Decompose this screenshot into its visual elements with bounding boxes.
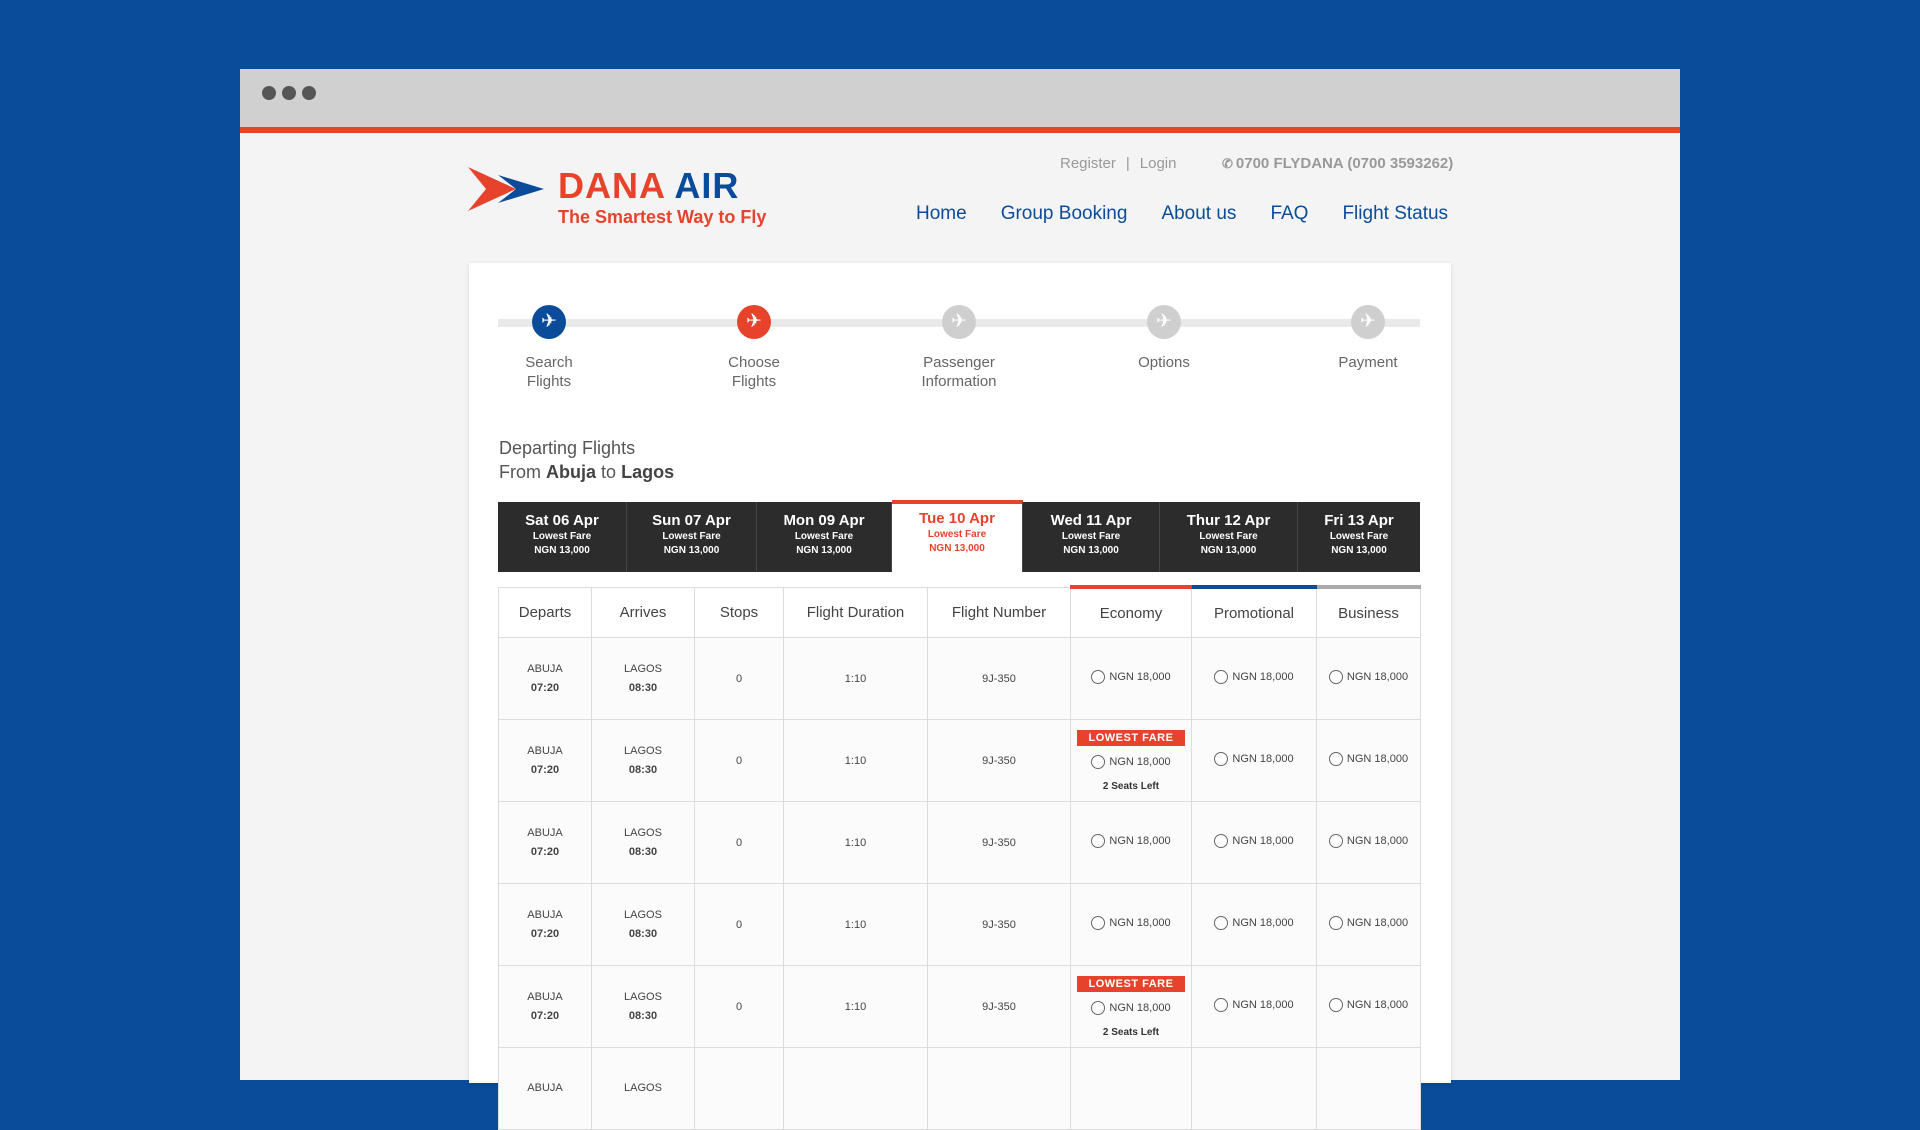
radio-button[interactable] [1329, 916, 1343, 930]
plane-icon: ✈ [942, 305, 976, 339]
radio-button[interactable] [1091, 755, 1105, 769]
arrival-time: 08:30 [628, 681, 658, 694]
flight-number-cell: 9J-350 [928, 884, 1071, 966]
nav-flight-status[interactable]: Flight Status [1342, 203, 1449, 224]
departing-title: Departing Flights [499, 438, 636, 458]
fare-price: NGN 18,000 [1232, 753, 1294, 765]
arrives-cell [592, 802, 695, 884]
stops-cell: 0 [695, 884, 784, 966]
economy-fare-option[interactable] [1091, 916, 1170, 930]
economy-cell [1071, 966, 1192, 1048]
business-cell [1317, 802, 1421, 884]
promotional-cell [1192, 966, 1317, 1048]
promotional-fare-option[interactable] [1214, 916, 1293, 930]
table-row [499, 638, 1421, 720]
departure-city: ABUJA [527, 662, 563, 675]
step-label: Search Flights [525, 354, 573, 390]
step-options[interactable] [1084, 305, 1244, 372]
departs-cell [499, 966, 592, 1048]
logo[interactable] [468, 165, 767, 227]
phone-text: 0700 FLYDANA (0700 3593262) [1235, 155, 1454, 172]
plane-icon: ✈ [737, 305, 771, 339]
radio-button[interactable] [1214, 834, 1228, 848]
radio-button[interactable] [1214, 752, 1228, 766]
step-payment[interactable] [1288, 305, 1448, 372]
arrival-time: 08:30 [628, 763, 658, 776]
step-label: Choose Flights [728, 354, 780, 390]
step-label: Payment [1338, 354, 1398, 371]
arrival-time: 08:30 [628, 927, 658, 940]
radio-button[interactable] [1329, 834, 1343, 848]
brand-name [558, 165, 739, 207]
promotional-cell [1192, 1048, 1317, 1130]
radio-button[interactable] [1214, 670, 1228, 684]
phone-icon: ✆ [1222, 156, 1233, 171]
lowest-fare-badge: LOWEST FARE [1077, 976, 1186, 992]
economy-fare-option[interactable] [1091, 1001, 1170, 1015]
radio-button[interactable] [1091, 1001, 1105, 1015]
duration-cell: 1:10 [784, 802, 928, 884]
business-fare-option[interactable] [1329, 834, 1408, 848]
flights-table [498, 585, 1421, 1130]
promotional-fare-option[interactable] [1214, 670, 1293, 684]
business-cell [1317, 966, 1421, 1048]
economy-cell [1071, 638, 1192, 720]
arrives-cell [592, 638, 695, 720]
stops-cell [695, 1048, 784, 1130]
promotional-cell [1192, 638, 1317, 720]
fare-price: NGN 18,000 [1346, 753, 1409, 765]
browser-chrome [240, 69, 1680, 133]
window-dot [262, 86, 276, 100]
business-fare-option[interactable] [1329, 670, 1408, 684]
arrival-city: LAGOS [624, 662, 662, 675]
seats-left: 2 Seats Left [1102, 780, 1160, 792]
route-summary: From Abuja to Lagos [499, 462, 675, 482]
step-search-flights[interactable] [469, 305, 629, 391]
plane-icon: ✈ [1351, 305, 1385, 339]
departure-city: ABUJA [527, 990, 563, 1003]
flight-number-cell: 9J-350 [928, 802, 1071, 884]
business-fare-option[interactable] [1329, 752, 1408, 766]
flight-number-cell: 9J-350 [928, 638, 1071, 720]
flight-number-cell: 9J-350 [928, 966, 1071, 1048]
fare-price: NGN 18,000 [1346, 999, 1409, 1011]
plane-icon: ✈ [1147, 305, 1181, 339]
table-row [499, 884, 1421, 966]
radio-button[interactable] [1329, 752, 1343, 766]
business-cell [1317, 720, 1421, 802]
duration-cell: 1:10 [784, 884, 928, 966]
business-fare-option[interactable] [1329, 998, 1408, 1012]
departs-cell [499, 884, 592, 966]
table-row [499, 720, 1421, 802]
step-label: Options [1138, 354, 1190, 371]
promotional-cell [1192, 720, 1317, 802]
window-dot [282, 86, 296, 100]
promotional-cell [1192, 802, 1317, 884]
window-dot [302, 86, 316, 100]
promotional-cell [1192, 884, 1317, 966]
brand-name-blue: AIR [674, 165, 740, 206]
date-tab[interactable]: Sun 07 Apr Lowest Fare NGN 13,000 [627, 502, 757, 572]
page [240, 133, 1680, 1094]
departure-time: 07:20 [530, 927, 560, 940]
business-cell [1317, 884, 1421, 966]
col-arrives: Arrives [592, 587, 695, 638]
col-business: Business [1317, 587, 1421, 638]
seats-left: 2 Seats Left [1102, 1026, 1160, 1038]
arrival-city: LAGOS [624, 744, 662, 757]
arrival-time: 08:30 [628, 845, 658, 858]
link-separator: | [1125, 155, 1130, 172]
logo-chevron-icon [468, 165, 550, 213]
arrival-time: 08:30 [628, 1009, 658, 1022]
stops-cell: 0 [695, 802, 784, 884]
economy-fare-option[interactable] [1091, 834, 1170, 848]
fare-price: NGN 18,000 [1346, 671, 1409, 683]
duration-cell: 1:10 [784, 966, 928, 1048]
date-selector [498, 502, 1420, 572]
departure-time: 07:20 [530, 681, 560, 694]
fare-price: NGN 18,000 [1109, 835, 1171, 847]
date-tab-selected[interactable]: Tue 10 Apr Lowest Fare NGN 13,000 [892, 500, 1023, 572]
fare-price: NGN 18,000 [1109, 917, 1171, 929]
fare-price: NGN 18,000 [1109, 755, 1171, 768]
radio-button[interactable] [1214, 998, 1228, 1012]
fare-price: NGN 18,000 [1232, 999, 1294, 1011]
radio-button[interactable] [1091, 670, 1105, 684]
booking-card [469, 263, 1451, 1094]
col-economy: Economy [1071, 587, 1192, 638]
lowest-fare-badge: LOWEST FARE [1077, 730, 1186, 746]
arrival-city: LAGOS [624, 826, 662, 839]
departure-time: 07:20 [530, 845, 560, 858]
fare-price: NGN 18,000 [1109, 1001, 1171, 1014]
economy-cell [1071, 884, 1192, 966]
main-nav [916, 203, 1448, 225]
business-cell [1317, 1048, 1421, 1130]
radio-button[interactable] [1329, 998, 1343, 1012]
col-stops: Stops [695, 587, 784, 638]
economy-cell [1071, 1048, 1192, 1130]
arrives-cell [592, 1048, 695, 1130]
arrival-city: LAGOS [624, 1082, 662, 1094]
arrival-city: LAGOS [624, 990, 662, 1003]
destination-city: Lagos [621, 462, 675, 482]
fare-price: NGN 18,000 [1346, 835, 1409, 847]
col-departs: Departs [499, 587, 592, 638]
table-row [499, 966, 1421, 1048]
departs-cell [499, 802, 592, 884]
business-fare-option[interactable] [1329, 916, 1408, 930]
step-passenger-information[interactable] [879, 305, 1039, 391]
arrival-city: LAGOS [624, 908, 662, 921]
brand-tagline: The Smartest Way to Fly [558, 207, 767, 227]
fare-price: NGN 18,000 [1232, 835, 1294, 847]
departs-cell [499, 1048, 592, 1130]
promotional-fare-option[interactable] [1214, 998, 1293, 1012]
table-header-row [499, 587, 1421, 638]
radio-button[interactable] [1214, 916, 1228, 930]
phone-number [1222, 155, 1453, 172]
economy-fare-option[interactable] [1091, 755, 1170, 769]
table-row [499, 802, 1421, 884]
account-links [1060, 155, 1176, 172]
fare-price: NGN 18,000 [1232, 917, 1294, 929]
table-row [499, 1048, 1421, 1130]
economy-cell [1071, 802, 1192, 884]
departure-city: ABUJA [527, 1082, 563, 1094]
stops-cell: 0 [695, 638, 784, 720]
departs-cell [499, 638, 592, 720]
economy-cell [1071, 720, 1192, 802]
register-link[interactable]: Register [1060, 155, 1116, 172]
login-link[interactable]: Login [1139, 155, 1177, 172]
duration-cell [784, 1048, 928, 1130]
date-tab[interactable]: Sat 06 Apr Lowest Fare NGN 13,000 [498, 502, 627, 572]
nav-group-booking[interactable]: Group Booking [1000, 203, 1128, 224]
fare-price: NGN 18,000 [1232, 671, 1294, 683]
date-tab[interactable]: Fri 13 Apr Lowest Fare NGN 13,000 [1324, 512, 1394, 556]
business-cell [1317, 638, 1421, 720]
departure-city: ABUJA [527, 744, 563, 757]
date-tab[interactable]: Wed 11 Apr Lowest Fare NGN 13,000 [1023, 502, 1160, 572]
arrives-cell [592, 720, 695, 802]
arrives-cell [592, 884, 695, 966]
step-label: Passenger Information [921, 354, 997, 390]
radio-button[interactable] [1091, 916, 1105, 930]
nav-about-us[interactable]: About us [1161, 203, 1237, 224]
stops-cell: 0 [695, 720, 784, 802]
duration-cell: 1:10 [784, 638, 928, 720]
nav-home[interactable]: Home [916, 203, 967, 224]
duration-cell: 1:10 [784, 720, 928, 802]
departure-city: ABUJA [527, 908, 563, 921]
plane-icon: ✈ [532, 305, 566, 339]
radio-button[interactable] [1329, 670, 1343, 684]
fare-price: NGN 18,000 [1109, 671, 1171, 683]
flight-number-cell [928, 1048, 1071, 1130]
browser-window [240, 69, 1680, 1094]
departure-city: ABUJA [527, 826, 563, 839]
step-choose-flights[interactable] [674, 305, 834, 391]
promotional-fare-option[interactable] [1214, 834, 1293, 848]
economy-fare-option[interactable] [1091, 670, 1170, 684]
brand-name-red: DANA [558, 165, 665, 206]
date-tab[interactable]: Mon 09 Apr Lowest Fare NGN 13,000 [757, 502, 892, 572]
nav-faq[interactable]: FAQ [1270, 203, 1309, 224]
col-flight-duration: Flight Duration [784, 587, 928, 638]
flight-number-cell: 9J-350 [928, 720, 1071, 802]
promotional-fare-option[interactable] [1214, 752, 1293, 766]
departs-cell [499, 720, 592, 802]
departure-time: 07:20 [530, 763, 560, 776]
arrives-cell [592, 966, 695, 1048]
origin-city: Abuja [546, 462, 597, 482]
radio-button[interactable] [1091, 834, 1105, 848]
departure-time: 07:20 [530, 1009, 560, 1022]
fare-price: NGN 18,000 [1346, 917, 1409, 929]
stops-cell: 0 [695, 966, 784, 1048]
col-promotional: Promotional [1192, 587, 1317, 638]
date-tab[interactable]: Thur 12 Apr Lowest Fare NGN 13,000 [1160, 502, 1298, 572]
col-flight-number: Flight Number [928, 587, 1071, 638]
